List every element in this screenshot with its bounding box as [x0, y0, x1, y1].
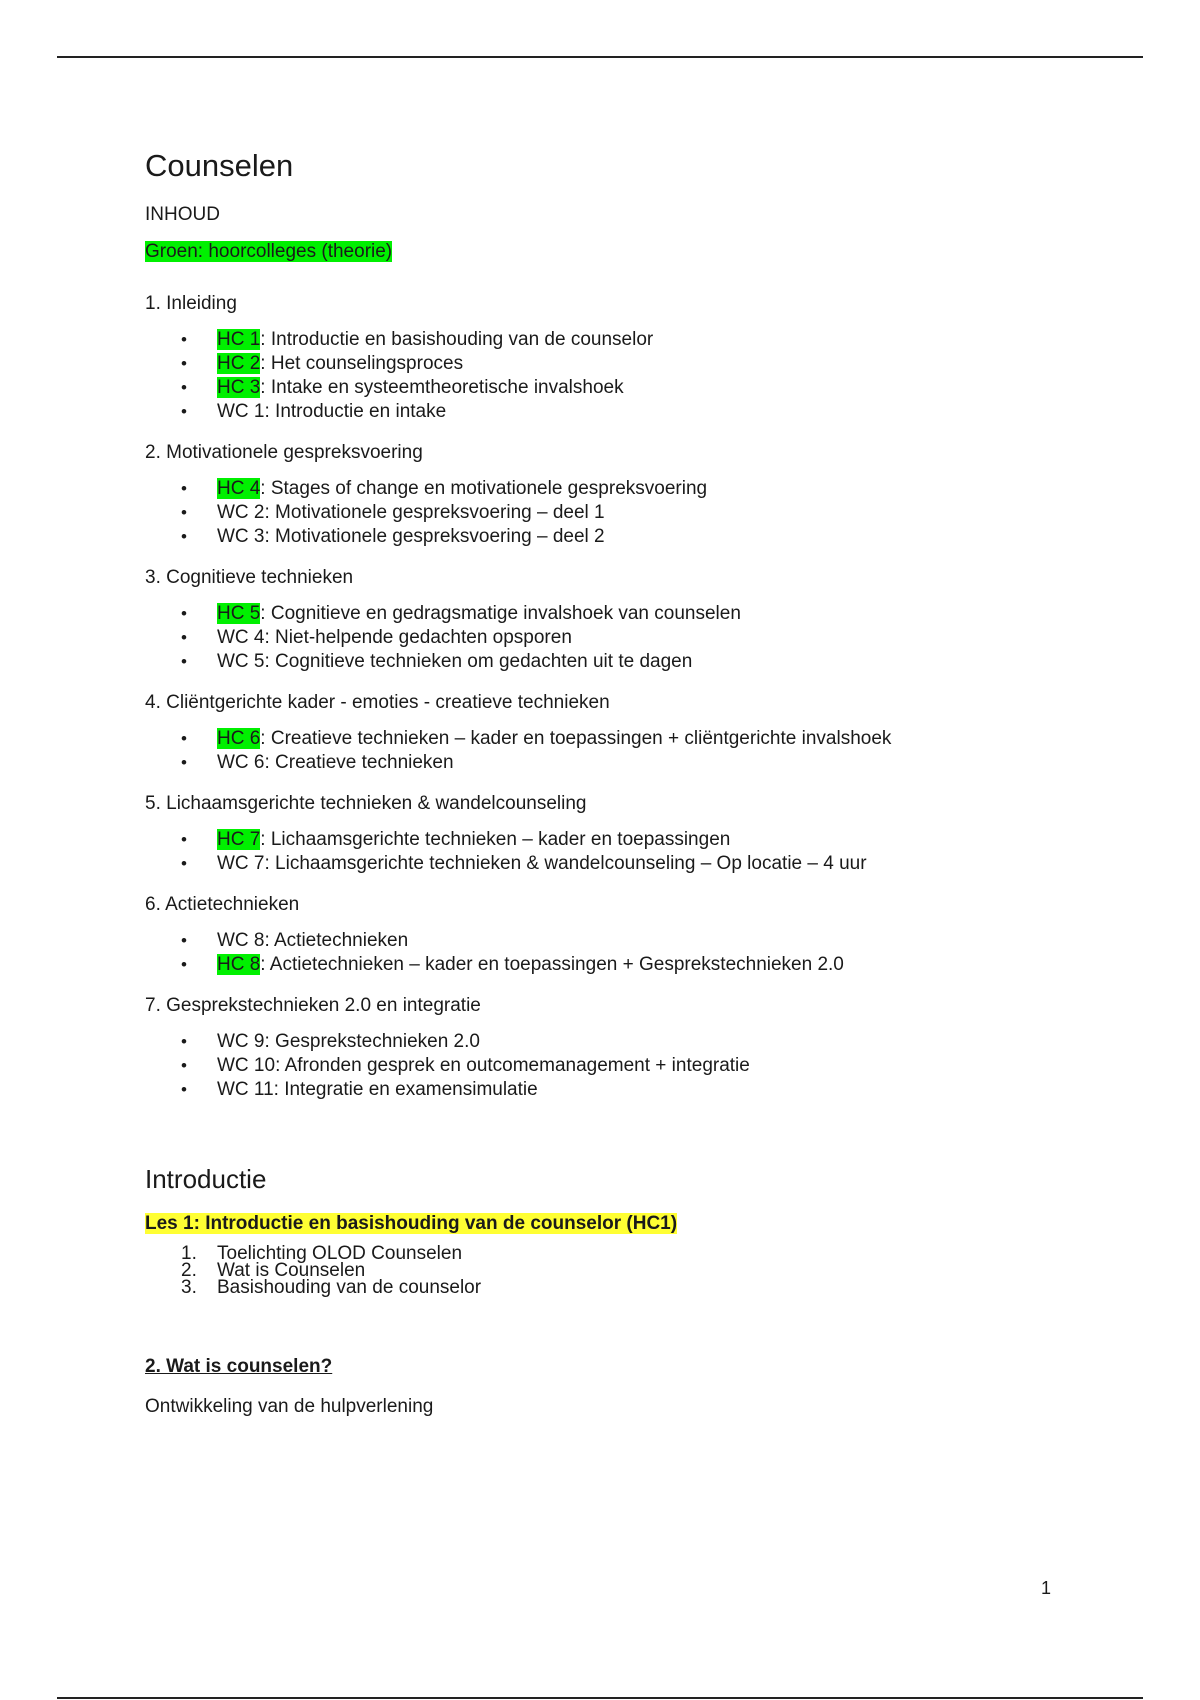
page-number: 1 — [1041, 1578, 1052, 1598]
table-of-contents — [145, 293, 1105, 1102]
list-item — [145, 1030, 1105, 1054]
list-item-text: WC 3: Motivationele gespreksvoering – deel 2 — [217, 526, 605, 547]
toc-section-list — [145, 328, 1105, 424]
lecture-tag: HC 1 — [217, 329, 261, 350]
lesson-outline — [145, 1245, 1105, 1296]
list-item — [145, 929, 1105, 953]
list-item — [145, 1054, 1105, 1078]
bullet-icon: • — [181, 354, 187, 373]
document-page — [145, 148, 1105, 1418]
list-item — [145, 751, 1105, 775]
toc-section-title: 7. Gesprekstechnieken 2.0 en integratie — [145, 995, 481, 1016]
list-item — [145, 828, 1105, 852]
lecture-tag: HC 4 — [217, 478, 261, 499]
list-item-text: WC 2: Motivationele gespreksvoering – deel 1 — [217, 502, 605, 523]
bullet-icon: • — [181, 527, 187, 546]
lecture-tag: HC 7 — [217, 829, 261, 850]
list-number: 2. — [181, 1260, 197, 1281]
list-item — [145, 852, 1105, 876]
legend — [145, 241, 1105, 263]
list-item-text: WC 9: Gesprekstechnieken 2.0 — [217, 1031, 480, 1052]
list-item-text: : Lichaamsgerichte technieken – kader en toepassingen — [260, 829, 731, 850]
list-item — [145, 501, 1105, 525]
list-item — [145, 1279, 1105, 1296]
section-heading: Introductie — [145, 1164, 267, 1194]
list-item — [145, 376, 1105, 400]
toc-section-list — [145, 1030, 1105, 1102]
bullet-icon: • — [181, 652, 187, 671]
lecture-tag: HC 8 — [217, 954, 261, 975]
lesson-title — [145, 1213, 1105, 1235]
bullet-icon: • — [181, 330, 187, 349]
list-item — [145, 477, 1105, 501]
bullet-icon: • — [181, 378, 187, 397]
list-item-text: : Creatieve technieken – kader en toepassingen + cliëntgerichte invalshoek — [260, 728, 892, 749]
list-item — [145, 626, 1105, 650]
list-item-text: : Actietechnieken – kader en toepassingen + Gesprekstechnieken 2.0 — [260, 954, 844, 975]
list-item-text: : Intake en systeemtheoretische invalshoek — [260, 377, 624, 398]
list-item-text: WC 8: Actietechnieken — [217, 930, 409, 951]
lecture-tag: HC 6 — [217, 728, 261, 749]
list-item — [145, 727, 1105, 751]
bullet-icon: • — [181, 753, 187, 772]
list-item — [145, 1078, 1105, 1102]
toc-section-list — [145, 477, 1105, 549]
bullet-icon: • — [181, 854, 187, 873]
list-item — [145, 352, 1105, 376]
list-item — [145, 953, 1105, 977]
list-item-text: WC 4: Niet-helpende gedachten opsporen — [217, 627, 572, 648]
bullet-icon: • — [181, 503, 187, 522]
toc-section-title: 3. Cognitieve technieken — [145, 567, 354, 588]
header-rule — [57, 56, 1143, 58]
list-number: 3. — [181, 1277, 197, 1298]
list-item-text: Basishouding van de counselor — [217, 1277, 482, 1298]
bullet-icon: • — [181, 955, 187, 974]
toc-label: INHOUD — [145, 204, 220, 225]
toc-section-list — [145, 727, 1105, 775]
list-item-text: WC 1: Introductie en intake — [217, 401, 447, 422]
bullet-icon: • — [181, 830, 187, 849]
list-item-text: Toelichting OLOD Counselen — [217, 1243, 463, 1264]
bullet-icon: • — [181, 1032, 187, 1051]
bullet-icon: • — [181, 604, 187, 623]
toc-section-title: 1. Inleiding — [145, 293, 237, 314]
bullet-icon: • — [181, 402, 187, 421]
list-item-text: Wat is Counselen — [217, 1260, 366, 1281]
legend-text: Groen: hoorcolleges (theorie) — [145, 241, 393, 262]
lecture-tag: HC 2 — [217, 353, 261, 374]
toc-section-list — [145, 828, 1105, 876]
toc-section-list — [145, 929, 1105, 977]
list-item — [145, 650, 1105, 674]
list-item-text: WC 11: Integratie en examensimulatie — [217, 1079, 538, 1100]
bullet-icon: • — [181, 1080, 187, 1099]
list-item-text: WC 10: Afronden gesprek en outcomemanagement + integratie — [217, 1055, 750, 1076]
document-title: Counselen — [145, 148, 294, 183]
list-item — [145, 525, 1105, 549]
lesson-title-text: Les 1: Introductie en basishouding van de counselor (HC1) — [145, 1213, 678, 1234]
paragraph: Ontwikkeling van de hulpverlening — [145, 1396, 434, 1417]
toc-section-title: 4. Cliëntgerichte kader - emoties - creatieve technieken — [145, 692, 610, 713]
bullet-icon: • — [181, 1056, 187, 1075]
list-item-text: WC 5: Cognitieve technieken om gedachten uit te dagen — [217, 651, 693, 672]
list-item-text: : Stages of change en motivationele gespreksvoering — [260, 478, 708, 499]
list-item — [145, 602, 1105, 626]
list-number: 1. — [181, 1243, 197, 1264]
footer-rule — [57, 1697, 1143, 1699]
list-item-text: : Het counselingsproces — [260, 353, 464, 374]
toc-section-title: 5. Lichaamsgerichte technieken & wandelcounseling — [145, 793, 587, 814]
bullet-icon: • — [181, 931, 187, 950]
lecture-tag: HC 5 — [217, 603, 261, 624]
toc-section-title: 2. Motivationele gespreksvoering — [145, 442, 423, 463]
toc-section-title: 6. Actietechnieken — [145, 894, 300, 915]
bullet-icon: • — [181, 479, 187, 498]
list-item-text: WC 6: Creatieve technieken — [217, 752, 454, 773]
list-item — [145, 400, 1105, 424]
list-item-text: : Cognitieve en gedragsmatige invalshoek van counselen — [260, 603, 741, 624]
subheading: 2. Wat is counselen? — [145, 1356, 333, 1377]
bullet-icon: • — [181, 729, 187, 748]
list-item — [145, 328, 1105, 352]
list-item-text: : Introductie en basishouding van de counselor — [260, 329, 654, 350]
lecture-tag: HC 3 — [217, 377, 261, 398]
list-item-text: WC 7: Lichaamsgerichte technieken & wandelcounseling – Op locatie – 4 uur — [217, 853, 867, 874]
bullet-icon: • — [181, 628, 187, 647]
toc-section-list — [145, 602, 1105, 674]
